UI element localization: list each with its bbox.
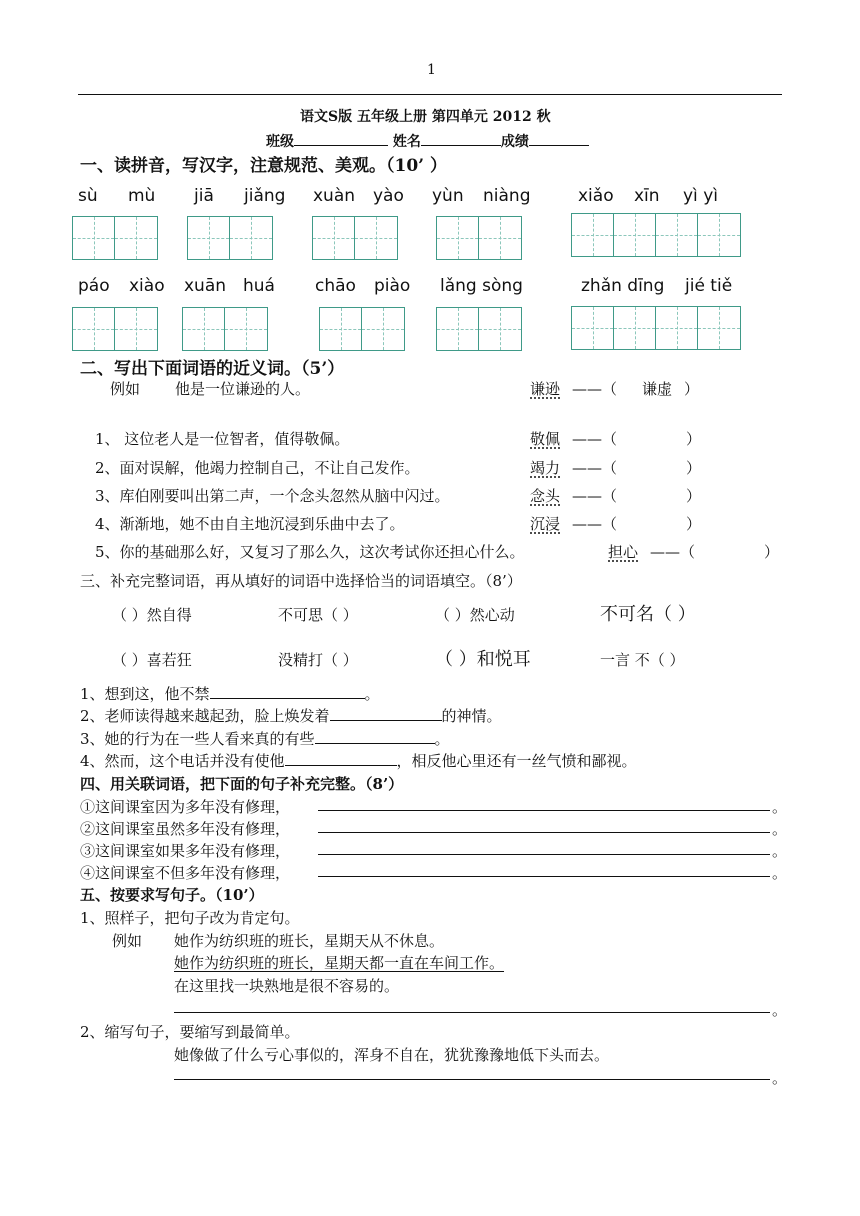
writing-grid[interactable]: [571, 213, 741, 257]
page-title: 语文S版 五年级上册 第四单元 2012 秋: [300, 109, 551, 125]
fill-sentence: [80, 750, 637, 771]
section4-heading: 四、用关联词语，把下面的句子补充完整。（8’）: [80, 775, 404, 793]
fill-sentence: [80, 683, 380, 704]
pinyin: huá: [243, 276, 275, 296]
answer-line[interactable]: [318, 832, 770, 833]
class-field[interactable]: [294, 130, 388, 146]
score-field[interactable]: [529, 130, 589, 146]
example-word: 谦逊: [530, 380, 561, 398]
synonym-sentence: 5、你的基础那么好，又复习了那么久，这次考试你还担心什么。: [95, 543, 525, 561]
writing-grid[interactable]: [436, 216, 522, 260]
pinyin: xuàn: [313, 186, 356, 206]
synonym-dash: ——（: [650, 543, 696, 561]
example-dash: ——（: [572, 380, 618, 398]
idiom-blank[interactable]: （ ）然心动: [435, 606, 515, 624]
pinyin: lǎng sòng: [440, 276, 523, 296]
synonym-sentence: 3、库伯刚要叫出第二声，一个念头忽然从脑中闪过。: [95, 487, 450, 505]
example-close: ）: [684, 380, 700, 398]
synonym-dash: ——（: [572, 459, 618, 477]
question-1: 1、照样子，把句子改为肯定句。: [80, 909, 300, 927]
synonym-word: 担心: [608, 543, 639, 561]
answer-line[interactable]: [318, 810, 770, 811]
pinyin: xuān: [184, 276, 227, 296]
synonym-dash: ——（: [572, 487, 618, 505]
complete-sentence: ④这间课室不但多年没有修理，: [80, 864, 291, 882]
fill-sentence-post: 。: [364, 685, 380, 703]
fill-sentence-post: 的神情。: [441, 707, 502, 725]
name-field[interactable]: [421, 130, 501, 146]
pinyin: yì yì: [683, 186, 718, 206]
class-label: 班级: [266, 134, 294, 150]
writing-grid[interactable]: [72, 307, 158, 351]
fill-sentence-post: ，相反他心里还有一丝气愤和鄙视。: [396, 752, 637, 770]
exercise-sentence: 在这里找一块熟地是很不容易的。: [174, 977, 400, 995]
pinyin: piào: [374, 276, 411, 296]
student-info-line: [266, 130, 589, 151]
sentence-end: 。: [772, 798, 788, 816]
synonym-word: 沉浸: [530, 515, 561, 533]
synonym-word: 念头: [530, 487, 561, 505]
example-label: 例如: [112, 932, 143, 950]
answer-line[interactable]: [174, 1079, 770, 1080]
synonym-sentence: 1、 这位老人是一位智者，值得敬佩。: [95, 430, 350, 448]
idiom-blank[interactable]: （ ）喜若狂: [112, 651, 192, 669]
pinyin: xīn: [634, 186, 660, 206]
sentence-end: 。: [772, 1069, 788, 1087]
idiom-blank[interactable]: （ ）然自得: [112, 606, 192, 624]
page-number: 1: [427, 62, 436, 78]
sentence-end: 。: [772, 820, 788, 838]
synonym-sentence: 2、面对误解，他竭力控制自己，不让自己发作。: [95, 459, 420, 477]
writing-grid[interactable]: [571, 306, 741, 350]
answer-line[interactable]: [174, 1012, 770, 1013]
section1-heading: 一、读拼音，写汉字，注意规范、美观。（10’ ）: [80, 156, 447, 176]
section2-heading: 二、写出下面词语的近义词。（5’）: [80, 359, 345, 379]
fill-sentence-pre: 3、她的行为在一些人看来真的有些: [80, 730, 315, 748]
fill-blank[interactable]: [330, 705, 442, 721]
synonym-answer-close[interactable]: ）: [686, 487, 702, 505]
answer-line[interactable]: [318, 876, 770, 877]
pinyin: páo: [78, 276, 110, 296]
example-answer: 谦虚: [642, 380, 673, 398]
fill-sentence-post: 。: [434, 730, 450, 748]
writing-grid[interactable]: [72, 216, 158, 260]
synonym-answer-close[interactable]: ）: [686, 459, 702, 477]
pinyin: xiǎo: [578, 186, 614, 206]
pinyin: mù: [128, 186, 156, 206]
synonym-dash: ——（: [572, 430, 618, 448]
section5-heading: 五、按要求写句子。（10’）: [80, 886, 264, 904]
fill-sentence: [80, 728, 450, 749]
name-label: 姓名: [392, 134, 421, 150]
header-rule: [78, 94, 782, 95]
fill-sentence-pre: 2、老师读得越来越起劲，脸上焕发着: [80, 707, 330, 725]
answer-line[interactable]: [318, 854, 770, 855]
example-sentence: 他是一位谦逊的人。: [175, 380, 311, 398]
pinyin: niàng: [483, 186, 531, 206]
idiom-blank[interactable]: （ ）和悦耳: [435, 649, 531, 670]
score-label: 成绩: [500, 134, 529, 150]
idiom-blank[interactable]: 一言 不（ ）: [600, 651, 685, 669]
synonym-answer-close[interactable]: ）: [686, 515, 702, 533]
writing-grid[interactable]: [312, 216, 398, 260]
complete-sentence: ①这间课室因为多年没有修理，: [80, 798, 291, 816]
complete-sentence: ③这间课室如果多年没有修理，: [80, 842, 291, 860]
pinyin: zhǎn dīng: [581, 276, 665, 296]
pinyin: yào: [373, 186, 404, 206]
idiom-blank[interactable]: 不可思（ ）: [278, 606, 358, 624]
fill-blank[interactable]: [285, 750, 397, 766]
question-2: 2、缩写句子，要缩写到最简单。: [80, 1023, 300, 1041]
idiom-blank[interactable]: 没精打（ ）: [278, 651, 358, 669]
writing-grid[interactable]: [319, 307, 405, 351]
pinyin: jiā: [194, 186, 214, 206]
pinyin: chāo: [315, 276, 356, 296]
fill-blank[interactable]: [210, 683, 365, 699]
pinyin: jié tiě: [685, 276, 733, 296]
writing-grid[interactable]: [187, 216, 273, 260]
section3-heading: 三、补充完整词语，再从填好的词语中选择恰当的词语填空。（8’）: [80, 572, 522, 590]
sentence-end: 。: [772, 864, 788, 882]
pinyin: jiǎng: [244, 186, 286, 206]
example-label: 例如: [110, 380, 141, 398]
example-answer: 她作为纺织班的班长，星期天都一直在车间工作。: [174, 954, 505, 972]
exercise-sentence: 她像做了什么亏心事似的，浑身不自在，犹犹豫豫地低下头而去。: [174, 1046, 610, 1064]
writing-grid[interactable]: [436, 307, 522, 351]
pinyin: xiào: [129, 276, 165, 296]
synonym-word: 竭力: [530, 459, 561, 477]
sentence-end: 。: [772, 842, 788, 860]
fill-blank[interactable]: [315, 728, 435, 744]
fill-sentence-pre: 4、然而，这个电话并没有使他: [80, 752, 285, 770]
pinyin: sù: [78, 186, 98, 206]
idiom-blank[interactable]: 不可名（ ）: [600, 604, 696, 625]
synonym-word: 敬佩: [530, 430, 561, 448]
fill-sentence: [80, 705, 502, 726]
complete-sentence: ②这间课室虽然多年没有修理，: [80, 820, 291, 838]
fill-sentence-pre: 1、想到这，他不禁: [80, 685, 210, 703]
synonym-answer-close[interactable]: ）: [686, 430, 702, 448]
writing-grid[interactable]: [182, 307, 268, 351]
synonym-dash: ——（: [572, 515, 618, 533]
example-sentence: 她作为纺织班的班长，星期天从不休息。: [174, 932, 445, 950]
synonym-sentence: 4、渐渐地，她不由自主地沉浸到乐曲中去了。: [95, 515, 405, 533]
pinyin: yùn: [432, 186, 464, 206]
sentence-end: 。: [772, 1001, 788, 1019]
synonym-answer-close[interactable]: ）: [764, 543, 780, 561]
